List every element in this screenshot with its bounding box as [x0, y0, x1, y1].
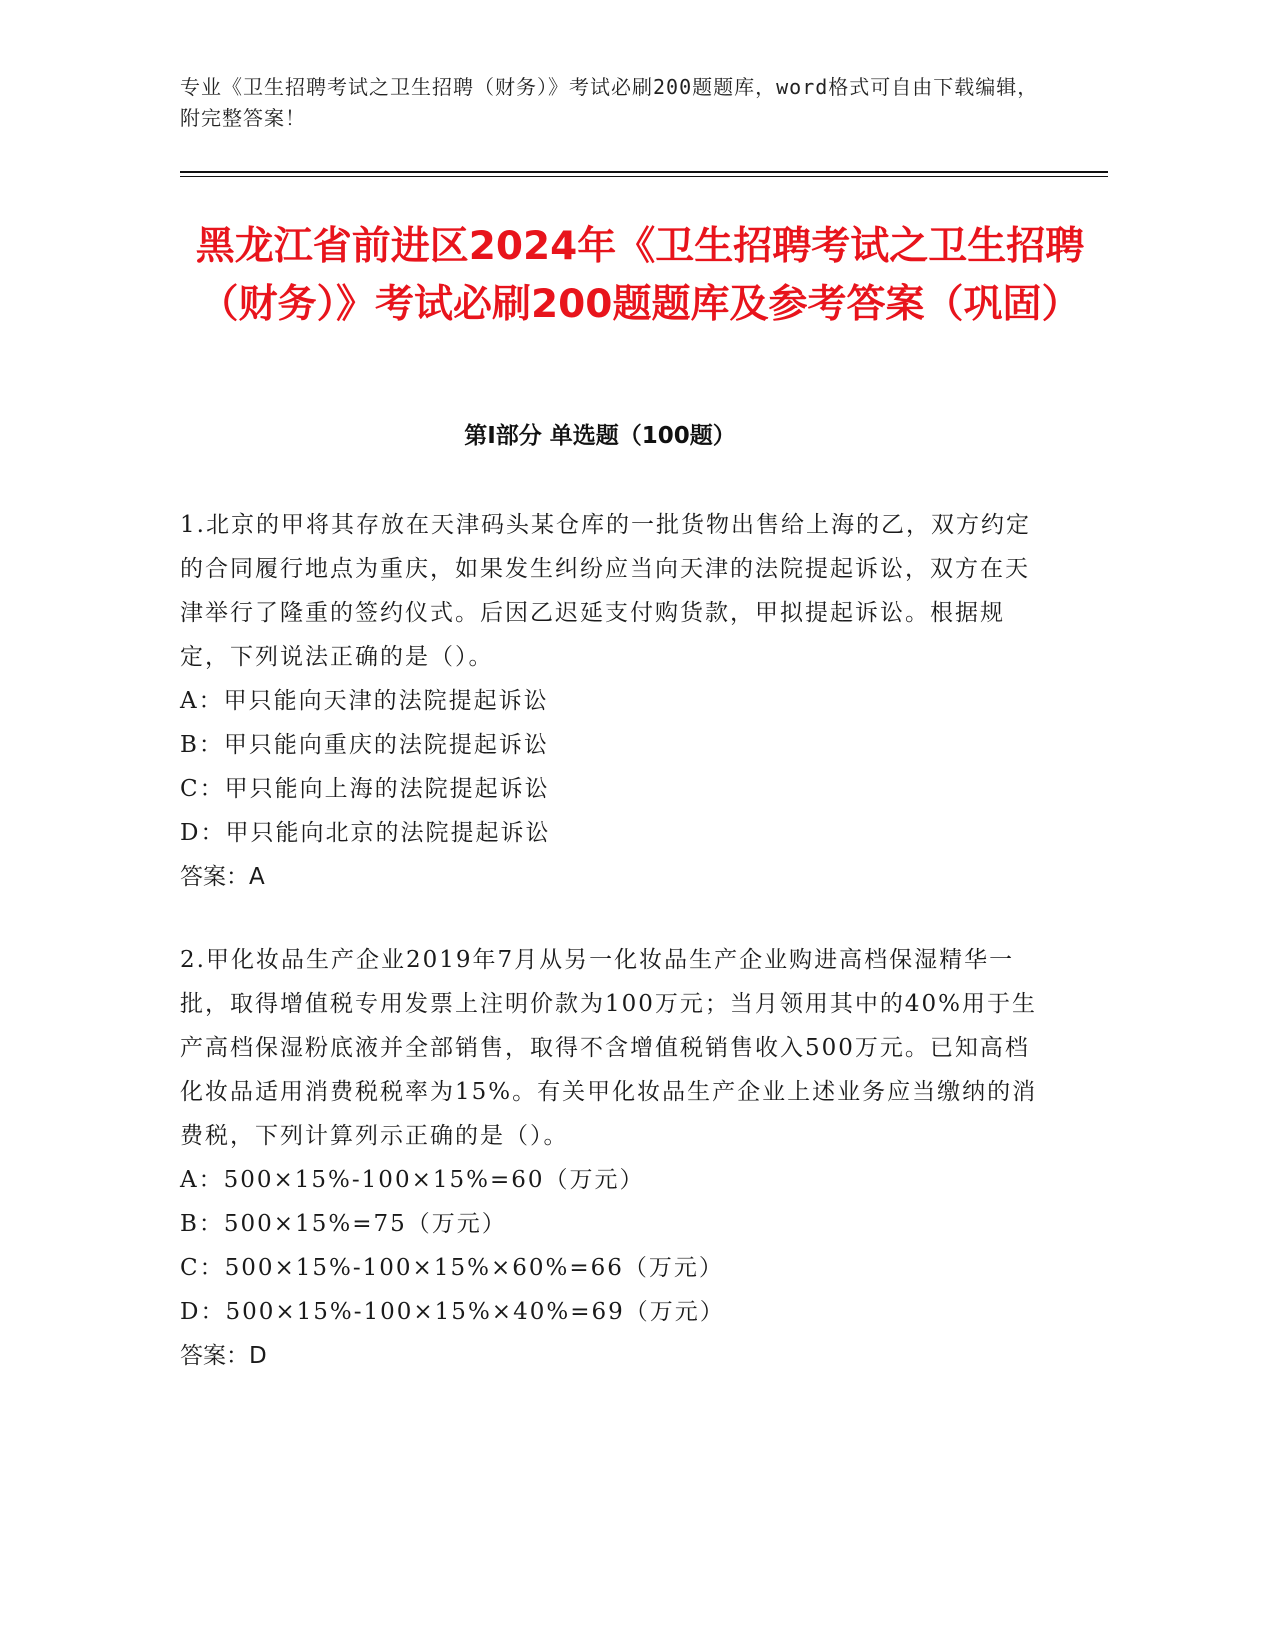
header-note: 专业《卫生招聘考试之卫生招聘（财务）》考试必刷200题题库，word格式可自由下载编辑，附完整答案！ [180, 75, 1039, 130]
option-b: B：500×15%=75（万元） [180, 1211, 507, 1237]
answer-line: 答案：D [180, 1343, 267, 1369]
option-b: B：甲只能向重庆的法院提起诉讼 [180, 732, 549, 758]
option-c: C：甲只能向上海的法院提起诉讼 [180, 776, 550, 802]
option-a: A：甲只能向天津的法院提起诉讼 [180, 688, 549, 714]
header-divider-thick [180, 171, 1108, 173]
answer-line: 答案：A [180, 864, 265, 890]
option-d: D：甲只能向北京的法院提起诉讼 [180, 820, 551, 846]
option-d: D：500×15%-100×15%×40%=69（万元） [180, 1299, 725, 1325]
option-c: C：500×15%-100×15%×60%=66（万元） [180, 1255, 724, 1281]
question-stem: 2.甲化妆品生产企业2019年7月从另一化妆品生产企业购进高档保湿精华一批，取得增值税专用发票上注明价款为100万元；当月领用其中的40%用于生产高档保湿粉底液并全部销售，取得不含增值税销售收入500万元。已知高档化妆品适用消费税税率为15%。有关甲化妆品生产企业上述业务应当缴纳的消费税，下列计算列示正确的是（）。 [180, 947, 1038, 1149]
question-2 [180, 938, 1040, 1378]
question-1 [180, 503, 1040, 899]
section-title: 第Ⅰ部分 单选题（100题） [464, 423, 736, 449]
document-title: 黑龙江省前进区2024年《卫生招聘考试之卫生招聘（财务）》考试必刷200题题库及参考答案（巩固） [195, 224, 1085, 327]
question-stem: 1.北京的甲将其存放在天津码头某仓库的一批货物出售给上海的乙，双方约定的合同履行地点为重庆，如果发生纠纷应当向天津的法院提起诉讼，双方在天津举行了隆重的签约仪式。后因乙迟延支付购货款，甲拟提起诉讼。根据规定，下列说法正确的是（）。 [180, 512, 1031, 670]
header-divider-thin [180, 176, 1108, 177]
option-a: A：500×15%-100×15%=60（万元） [180, 1167, 645, 1193]
